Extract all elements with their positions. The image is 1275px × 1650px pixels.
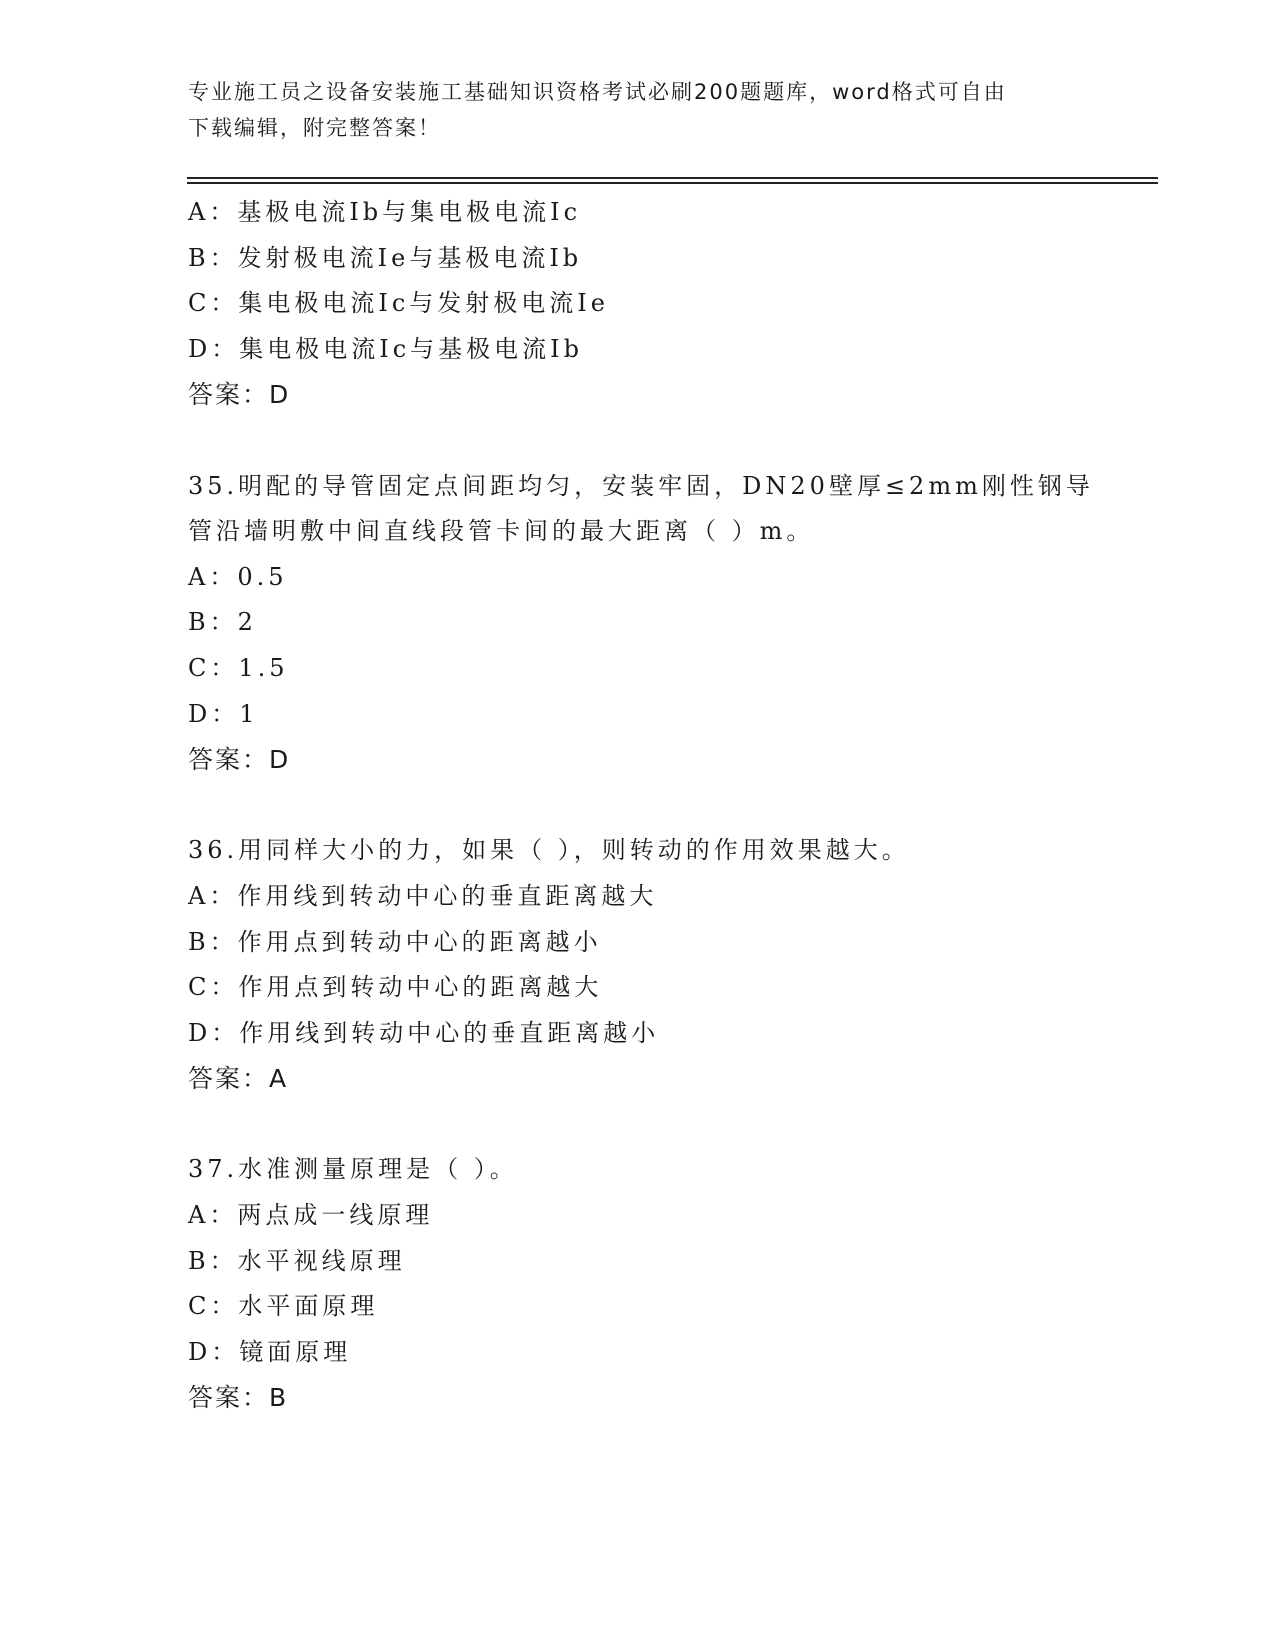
question-text: 35.明配的导管固定点间距均匀，安装牢固，DN20壁厚≤2mm刚性钢导 — [188, 471, 1094, 500]
question-list — [188, 190, 1148, 1421]
document-header — [188, 74, 1088, 146]
option-c: C：作用点到转动中心的距离越大 — [188, 973, 603, 1002]
header-title-line-1: 专业施工员之设备安装施工基础知识资格考试必刷200题题库，word格式可自由 — [188, 80, 1007, 104]
option-a: A：0.5 — [188, 562, 288, 591]
answer-text: 答案：D — [188, 380, 291, 410]
question-block-34 — [188, 190, 1148, 418]
question-block-36 — [188, 828, 1148, 1102]
answer-text: 答案：A — [188, 1064, 289, 1094]
question-block-37 — [188, 1147, 1148, 1421]
question-text-continued: 管沿墙明敷中间直线段管卡间的最大距离（ ）m。 — [188, 517, 815, 546]
option-a: A：两点成一线原理 — [188, 1201, 434, 1230]
option-b: B：作用点到转动中心的距离越小 — [188, 927, 602, 956]
option-a: A：作用线到转动中心的垂直距离越大 — [188, 881, 658, 910]
header-divider-top — [187, 177, 1158, 179]
option-a: A：基极电流Ib与集电极电流Ic — [188, 198, 582, 226]
block-spacer — [188, 1102, 1148, 1148]
option-c: C：水平面原理 — [188, 1292, 379, 1321]
question-block-35 — [188, 464, 1148, 783]
option-d: D：镜面原理 — [188, 1337, 352, 1366]
question-text: 37.水准测量原理是（ ）。 — [188, 1155, 518, 1184]
answer-text: 答案：B — [188, 1383, 289, 1413]
option-b: B：发射极电流Ie与基极电流Ib — [188, 243, 583, 272]
answer-text: 答案：D — [188, 745, 291, 775]
option-c: C：1.5 — [188, 653, 289, 682]
option-c: C：集电极电流Ic与发射极电流Ie — [188, 289, 609, 318]
header-divider-bottom — [187, 182, 1158, 184]
block-spacer — [188, 783, 1148, 829]
header-title-line-2: 下载编辑，附完整答案！ — [188, 116, 441, 140]
option-d: D：1 — [188, 699, 259, 728]
option-d: D：集电极电流Ic与基极电流Ib — [188, 334, 584, 363]
option-b: B：2 — [188, 608, 257, 637]
option-d: D：作用线到转动中心的垂直距离越小 — [188, 1018, 660, 1047]
question-text: 36.用同样大小的力，如果（ ），则转动的作用效果越大。 — [188, 836, 910, 865]
block-spacer — [188, 418, 1148, 464]
option-b: B：水平视线原理 — [188, 1246, 406, 1275]
